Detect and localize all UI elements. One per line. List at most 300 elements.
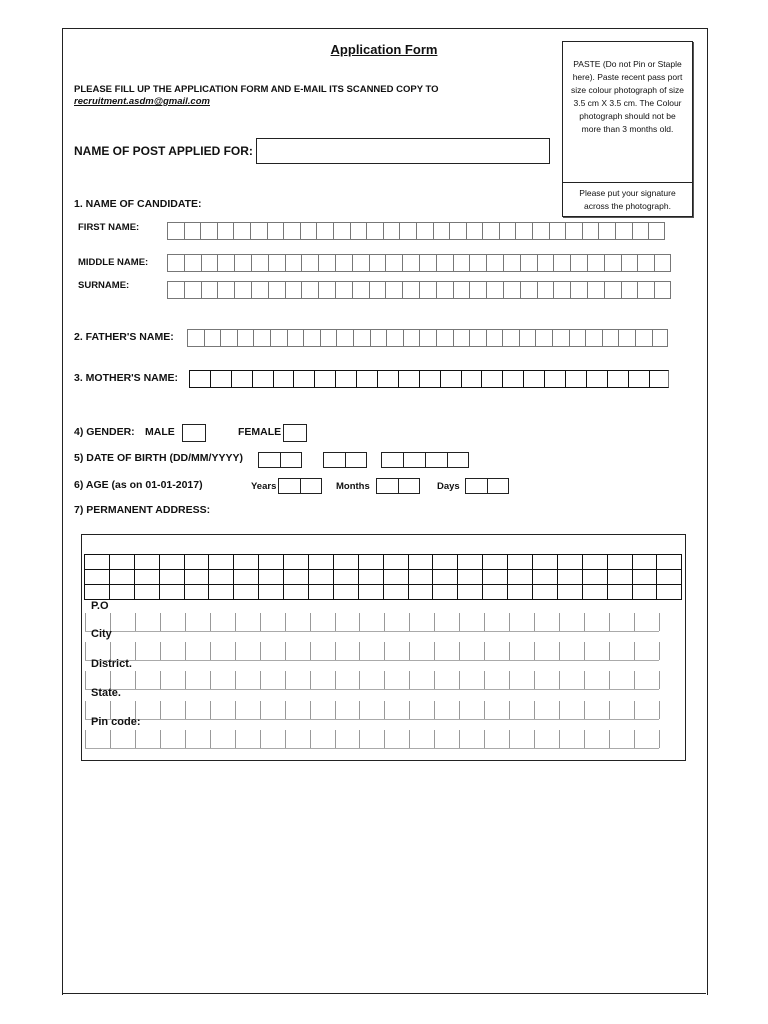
char-box[interactable]: [553, 281, 570, 299]
tick-mark: [85, 701, 86, 719]
char-box[interactable]: [544, 370, 565, 388]
address-cell[interactable]: [259, 555, 284, 570]
age-days-boxes[interactable]: [465, 478, 509, 494]
char-box[interactable]: [461, 370, 482, 388]
address-cell[interactable]: [383, 585, 408, 600]
char-box[interactable]: [604, 254, 621, 272]
tick-mark: [634, 730, 635, 748]
dob-year-boxes[interactable]: [381, 452, 469, 468]
char-box[interactable]: [403, 329, 420, 347]
char-box[interactable]: [267, 222, 284, 240]
char-box[interactable]: [167, 281, 184, 299]
tick-mark: [210, 701, 211, 719]
address-cell[interactable]: [234, 585, 259, 600]
char-box[interactable]: [499, 222, 516, 240]
address-cell[interactable]: [632, 555, 657, 570]
tick-mark: [359, 701, 360, 719]
char-box[interactable]: [167, 254, 184, 272]
char-box[interactable]: [582, 222, 599, 240]
address-cell[interactable]: [184, 570, 209, 585]
address-cell[interactable]: [533, 585, 558, 600]
char-box[interactable]: [565, 222, 582, 240]
char-box[interactable]: [204, 329, 221, 347]
tick-mark: [634, 701, 635, 719]
char-box[interactable]: [385, 254, 402, 272]
tick-mark: [85, 642, 86, 660]
char-box[interactable]: [628, 370, 649, 388]
address-cell[interactable]: [433, 555, 458, 570]
address-cell[interactable]: [134, 585, 159, 600]
char-box[interactable]: [184, 222, 201, 240]
char-box[interactable]: [231, 370, 252, 388]
dob-day-boxes[interactable]: [258, 452, 302, 468]
char-box[interactable]: [350, 222, 367, 240]
address-cell[interactable]: [209, 555, 234, 570]
char-box[interactable]: [402, 254, 419, 272]
state-boxes[interactable]: [85, 701, 659, 720]
tick-mark: [335, 671, 336, 689]
address-cell[interactable]: [383, 555, 408, 570]
char-box[interactable]: [210, 370, 231, 388]
tick-mark: [310, 730, 311, 748]
char-box[interactable]: [486, 254, 503, 272]
char-box[interactable]: [637, 254, 654, 272]
char-box[interactable]: [369, 281, 386, 299]
address-cell[interactable]: [582, 570, 607, 585]
district-boxes[interactable]: [85, 671, 659, 690]
char-box[interactable]: [283, 222, 300, 240]
char-box[interactable]: [273, 370, 294, 388]
char-box[interactable]: [237, 329, 254, 347]
address-cell[interactable]: [333, 555, 358, 570]
char-box[interactable]: [217, 222, 234, 240]
char-box[interactable]: [270, 329, 287, 347]
char-box[interactable]: [615, 222, 632, 240]
address-cell[interactable]: [259, 570, 284, 585]
char-box[interactable]: [251, 281, 268, 299]
tick-mark: [359, 671, 360, 689]
char-box[interactable]: [635, 329, 652, 347]
char-box[interactable]: [549, 222, 566, 240]
char-box[interactable]: [200, 222, 217, 240]
char-box[interactable]: [187, 329, 204, 347]
age-years-boxes[interactable]: [278, 478, 322, 494]
address-cell[interactable]: [284, 555, 309, 570]
address-cell[interactable]: [657, 570, 682, 585]
char-box[interactable]: [502, 370, 523, 388]
char-box[interactable]: [602, 329, 619, 347]
tick-mark: [459, 671, 460, 689]
char-box[interactable]: [220, 329, 237, 347]
char-box[interactable]: [587, 254, 604, 272]
tick-mark: [85, 730, 86, 748]
char-box[interactable]: [184, 254, 201, 272]
days-label: Days: [437, 481, 460, 492]
char-box[interactable]: [352, 281, 369, 299]
post-field[interactable]: [256, 138, 550, 164]
address-cell[interactable]: [582, 555, 607, 570]
char-box[interactable]: [621, 254, 638, 272]
tick-mark: [310, 671, 311, 689]
dob-label: 5) DATE OF BIRTH (DD/MM/YYYY): [74, 452, 243, 464]
char-box[interactable]: [318, 281, 335, 299]
char-box[interactable]: [436, 329, 453, 347]
address-cell[interactable]: [134, 555, 159, 570]
female-checkbox[interactable]: [283, 424, 307, 442]
name-section-label: 1. NAME OF CANDIDATE:: [74, 198, 202, 210]
address-cell[interactable]: [284, 585, 309, 600]
address-cell[interactable]: [259, 585, 284, 600]
char-box[interactable]: [453, 329, 470, 347]
address-cell[interactable]: [333, 570, 358, 585]
address-cell[interactable]: [309, 585, 334, 600]
char-box[interactable]: [604, 281, 621, 299]
address-cell[interactable]: [433, 585, 458, 600]
char-box[interactable]: [167, 222, 184, 240]
tick-mark: [484, 613, 485, 631]
char-box[interactable]: [466, 222, 483, 240]
tick-mark: [285, 701, 286, 719]
char-box[interactable]: [287, 329, 304, 347]
tick-mark: [659, 730, 660, 748]
char-box[interactable]: [469, 281, 486, 299]
char-box[interactable]: [654, 281, 671, 299]
photo-box[interactable]: [562, 41, 693, 217]
address-cell[interactable]: [109, 555, 134, 570]
char-box[interactable]: [252, 370, 273, 388]
char-box[interactable]: [320, 329, 337, 347]
address-cell[interactable]: [284, 570, 309, 585]
char-box[interactable]: [419, 370, 440, 388]
char-box[interactable]: [569, 329, 586, 347]
tick-mark: [335, 701, 336, 719]
char-box[interactable]: [366, 222, 383, 240]
char-box[interactable]: [433, 222, 450, 240]
char-box[interactable]: [469, 254, 486, 272]
tick-mark: [335, 730, 336, 748]
char-box[interactable]: [353, 329, 370, 347]
char-box[interactable]: [386, 329, 403, 347]
tick-mark: [135, 730, 136, 748]
tick-mark: [335, 642, 336, 660]
tick-mark: [409, 730, 410, 748]
char-box[interactable]: [621, 281, 638, 299]
tick-mark: [509, 701, 510, 719]
char-box[interactable]: [440, 370, 461, 388]
po-boxes[interactable]: [85, 613, 659, 632]
char-box[interactable]: [201, 254, 218, 272]
char-box[interactable]: [336, 329, 353, 347]
char-box[interactable]: [552, 329, 569, 347]
tick-mark: [235, 642, 236, 660]
address-cell[interactable]: [184, 555, 209, 570]
address-cell[interactable]: [85, 555, 110, 570]
address-cell[interactable]: [159, 570, 184, 585]
father-name-boxes[interactable]: [187, 329, 668, 347]
address-cell[interactable]: [582, 585, 607, 600]
address-cell[interactable]: [109, 570, 134, 585]
char-box[interactable]: [293, 370, 314, 388]
tick-mark: [235, 613, 236, 631]
tick-mark: [359, 613, 360, 631]
address-cell[interactable]: [383, 570, 408, 585]
address-cell[interactable]: [433, 570, 458, 585]
address-cell[interactable]: [85, 570, 110, 585]
address-cell[interactable]: [234, 570, 259, 585]
tick-mark: [359, 642, 360, 660]
address-cell[interactable]: [408, 570, 433, 585]
address-cell[interactable]: [309, 555, 334, 570]
char-box[interactable]: [335, 370, 356, 388]
char-box[interactable]: [383, 222, 400, 240]
address-cell[interactable]: [483, 555, 508, 570]
address-cell[interactable]: [309, 570, 334, 585]
address-grid[interactable]: [84, 554, 682, 600]
char-box[interactable]: [285, 254, 302, 272]
char-box[interactable]: [532, 222, 549, 240]
tick-mark: [659, 642, 660, 660]
tick-mark: [185, 671, 186, 689]
char-box[interactable]: [370, 329, 387, 347]
tick-mark: [559, 642, 560, 660]
char-box[interactable]: [503, 281, 520, 299]
address-cell[interactable]: [657, 585, 682, 600]
pincode-boxes[interactable]: [85, 730, 659, 749]
address-cell[interactable]: [333, 585, 358, 600]
char-box[interactable]: [385, 281, 402, 299]
address-cell[interactable]: [209, 585, 234, 600]
char-box[interactable]: [189, 370, 210, 388]
address-cell[interactable]: [358, 555, 383, 570]
char-box[interactable]: [217, 254, 234, 272]
char-box[interactable]: [419, 329, 436, 347]
char-box[interactable]: [637, 281, 654, 299]
char-box[interactable]: [184, 281, 201, 299]
address-cell[interactable]: [358, 585, 383, 600]
address-cell[interactable]: [557, 555, 582, 570]
male-checkbox[interactable]: [182, 424, 206, 442]
address-cell[interactable]: [408, 585, 433, 600]
char-box[interactable]: [453, 281, 470, 299]
char-box[interactable]: [449, 222, 466, 240]
address-cell[interactable]: [458, 585, 483, 600]
char-box[interactable]: [398, 370, 419, 388]
char-box[interactable]: [652, 329, 669, 347]
char-box[interactable]: [648, 222, 665, 240]
char-box[interactable]: [436, 281, 453, 299]
char-box[interactable]: [233, 222, 250, 240]
address-cell[interactable]: [209, 570, 234, 585]
char-box[interactable]: [416, 222, 433, 240]
char-box[interactable]: [318, 254, 335, 272]
char-box[interactable]: [618, 329, 635, 347]
po-label: P.O: [91, 600, 109, 612]
tick-mark: [85, 671, 86, 689]
char-box[interactable]: [316, 222, 333, 240]
address-cell[interactable]: [607, 585, 632, 600]
tick-mark: [285, 671, 286, 689]
first-name-boxes[interactable]: [167, 222, 665, 240]
tick-mark: [85, 613, 86, 631]
first-name-label: FIRST NAME:: [78, 222, 140, 233]
char-box[interactable]: [515, 222, 532, 240]
char-box[interactable]: [369, 254, 386, 272]
tick-mark: [659, 671, 660, 689]
char-box[interactable]: [335, 254, 352, 272]
char-box[interactable]: [201, 281, 218, 299]
char-box[interactable]: [250, 222, 267, 240]
address-cell[interactable]: [508, 555, 533, 570]
char-box[interactable]: [285, 281, 302, 299]
char-box[interactable]: [234, 281, 251, 299]
address-cell[interactable]: [408, 555, 433, 570]
char-box[interactable]: [486, 281, 503, 299]
father-name-label: 2. FATHER'S NAME:: [74, 331, 174, 343]
char-box[interactable]: [570, 281, 587, 299]
address-cell[interactable]: [557, 585, 582, 600]
tick-mark: [584, 730, 585, 748]
char-box[interactable]: [523, 370, 544, 388]
tick-mark: [135, 642, 136, 660]
char-box[interactable]: [553, 254, 570, 272]
tick-mark: [185, 730, 186, 748]
tick-mark: [310, 642, 311, 660]
tick-mark: [285, 730, 286, 748]
address-cell[interactable]: [533, 555, 558, 570]
char-box[interactable]: [268, 254, 285, 272]
char-box[interactable]: [300, 222, 317, 240]
address-cell[interactable]: [159, 555, 184, 570]
char-box[interactable]: [537, 254, 554, 272]
mother-name-boxes[interactable]: [189, 370, 669, 388]
age-months-boxes[interactable]: [376, 478, 420, 494]
address-cell[interactable]: [483, 570, 508, 585]
char-box[interactable]: [356, 370, 377, 388]
address-cell[interactable]: [508, 585, 533, 600]
address-cell[interactable]: [533, 570, 558, 585]
char-box[interactable]: [301, 281, 318, 299]
char-box[interactable]: [585, 329, 602, 347]
char-box[interactable]: [565, 370, 586, 388]
char-box[interactable]: [352, 254, 369, 272]
tick-mark: [434, 613, 435, 631]
address-cell[interactable]: [632, 570, 657, 585]
char-box[interactable]: [453, 254, 470, 272]
address-cell[interactable]: [632, 585, 657, 600]
char-box[interactable]: [333, 222, 350, 240]
char-box[interactable]: [520, 254, 537, 272]
tick-mark: [459, 701, 460, 719]
char-box[interactable]: [335, 281, 352, 299]
char-box[interactable]: [537, 281, 554, 299]
char-box[interactable]: [217, 281, 234, 299]
char-box[interactable]: [632, 222, 649, 240]
tick-mark: [384, 642, 385, 660]
tick-mark: [484, 730, 485, 748]
tick-mark: [509, 671, 510, 689]
tick-mark: [310, 701, 311, 719]
address-cell[interactable]: [358, 570, 383, 585]
address-cell[interactable]: [607, 570, 632, 585]
signature-note: Please put your signature across the photograph.: [579, 188, 676, 211]
char-box[interactable]: [649, 370, 670, 388]
char-box[interactable]: [519, 329, 536, 347]
address-cell[interactable]: [109, 585, 134, 600]
char-box[interactable]: [535, 329, 552, 347]
dob-month-boxes[interactable]: [323, 452, 367, 468]
tick-mark: [285, 613, 286, 631]
char-box[interactable]: [234, 254, 251, 272]
char-box[interactable]: [314, 370, 335, 388]
char-box[interactable]: [402, 281, 419, 299]
tick-mark: [285, 642, 286, 660]
char-box[interactable]: [587, 281, 604, 299]
char-box[interactable]: [654, 254, 671, 272]
address-cell[interactable]: [508, 570, 533, 585]
char-box[interactable]: [251, 254, 268, 272]
address-cell[interactable]: [607, 555, 632, 570]
char-box[interactable]: [301, 254, 318, 272]
char-box[interactable]: [469, 329, 486, 347]
tick-mark: [409, 671, 410, 689]
char-box[interactable]: [586, 370, 607, 388]
char-box[interactable]: [502, 329, 519, 347]
tick-mark: [210, 671, 211, 689]
tick-mark: [384, 730, 385, 748]
tick-mark: [459, 730, 460, 748]
tick-mark: [160, 642, 161, 660]
email-link[interactable]: recruitment.asdm@gmail.com: [74, 96, 210, 107]
address-cell[interactable]: [134, 570, 159, 585]
city-boxes[interactable]: [85, 642, 659, 661]
char-box[interactable]: [419, 281, 436, 299]
char-box[interactable]: [377, 370, 398, 388]
tick-mark: [659, 613, 660, 631]
char-box[interactable]: [598, 222, 615, 240]
address-cell[interactable]: [557, 570, 582, 585]
address-cell[interactable]: [483, 585, 508, 600]
char-box[interactable]: [607, 370, 628, 388]
char-box[interactable]: [253, 329, 270, 347]
char-box[interactable]: [520, 281, 537, 299]
char-box[interactable]: [268, 281, 285, 299]
address-cell[interactable]: [85, 585, 110, 600]
tick-mark: [534, 701, 535, 719]
char-box[interactable]: [482, 222, 499, 240]
gender-label: 4) GENDER:: [74, 426, 135, 438]
char-box[interactable]: [503, 254, 520, 272]
address-cell[interactable]: [458, 555, 483, 570]
tick-mark: [609, 701, 610, 719]
address-cell[interactable]: [458, 570, 483, 585]
tick-mark: [584, 613, 585, 631]
char-box[interactable]: [486, 329, 503, 347]
address-cell[interactable]: [184, 585, 209, 600]
char-box[interactable]: [419, 254, 436, 272]
middle-name-boxes[interactable]: [167, 254, 671, 272]
char-box[interactable]: [570, 254, 587, 272]
char-box[interactable]: [303, 329, 320, 347]
char-box[interactable]: [436, 254, 453, 272]
char-box[interactable]: [399, 222, 416, 240]
address-cell[interactable]: [159, 585, 184, 600]
address-cell[interactable]: [657, 555, 682, 570]
tick-mark: [384, 671, 385, 689]
address-cell[interactable]: [234, 555, 259, 570]
surname-boxes[interactable]: [167, 281, 671, 299]
tick-mark: [110, 730, 111, 748]
char-box[interactable]: [481, 370, 502, 388]
